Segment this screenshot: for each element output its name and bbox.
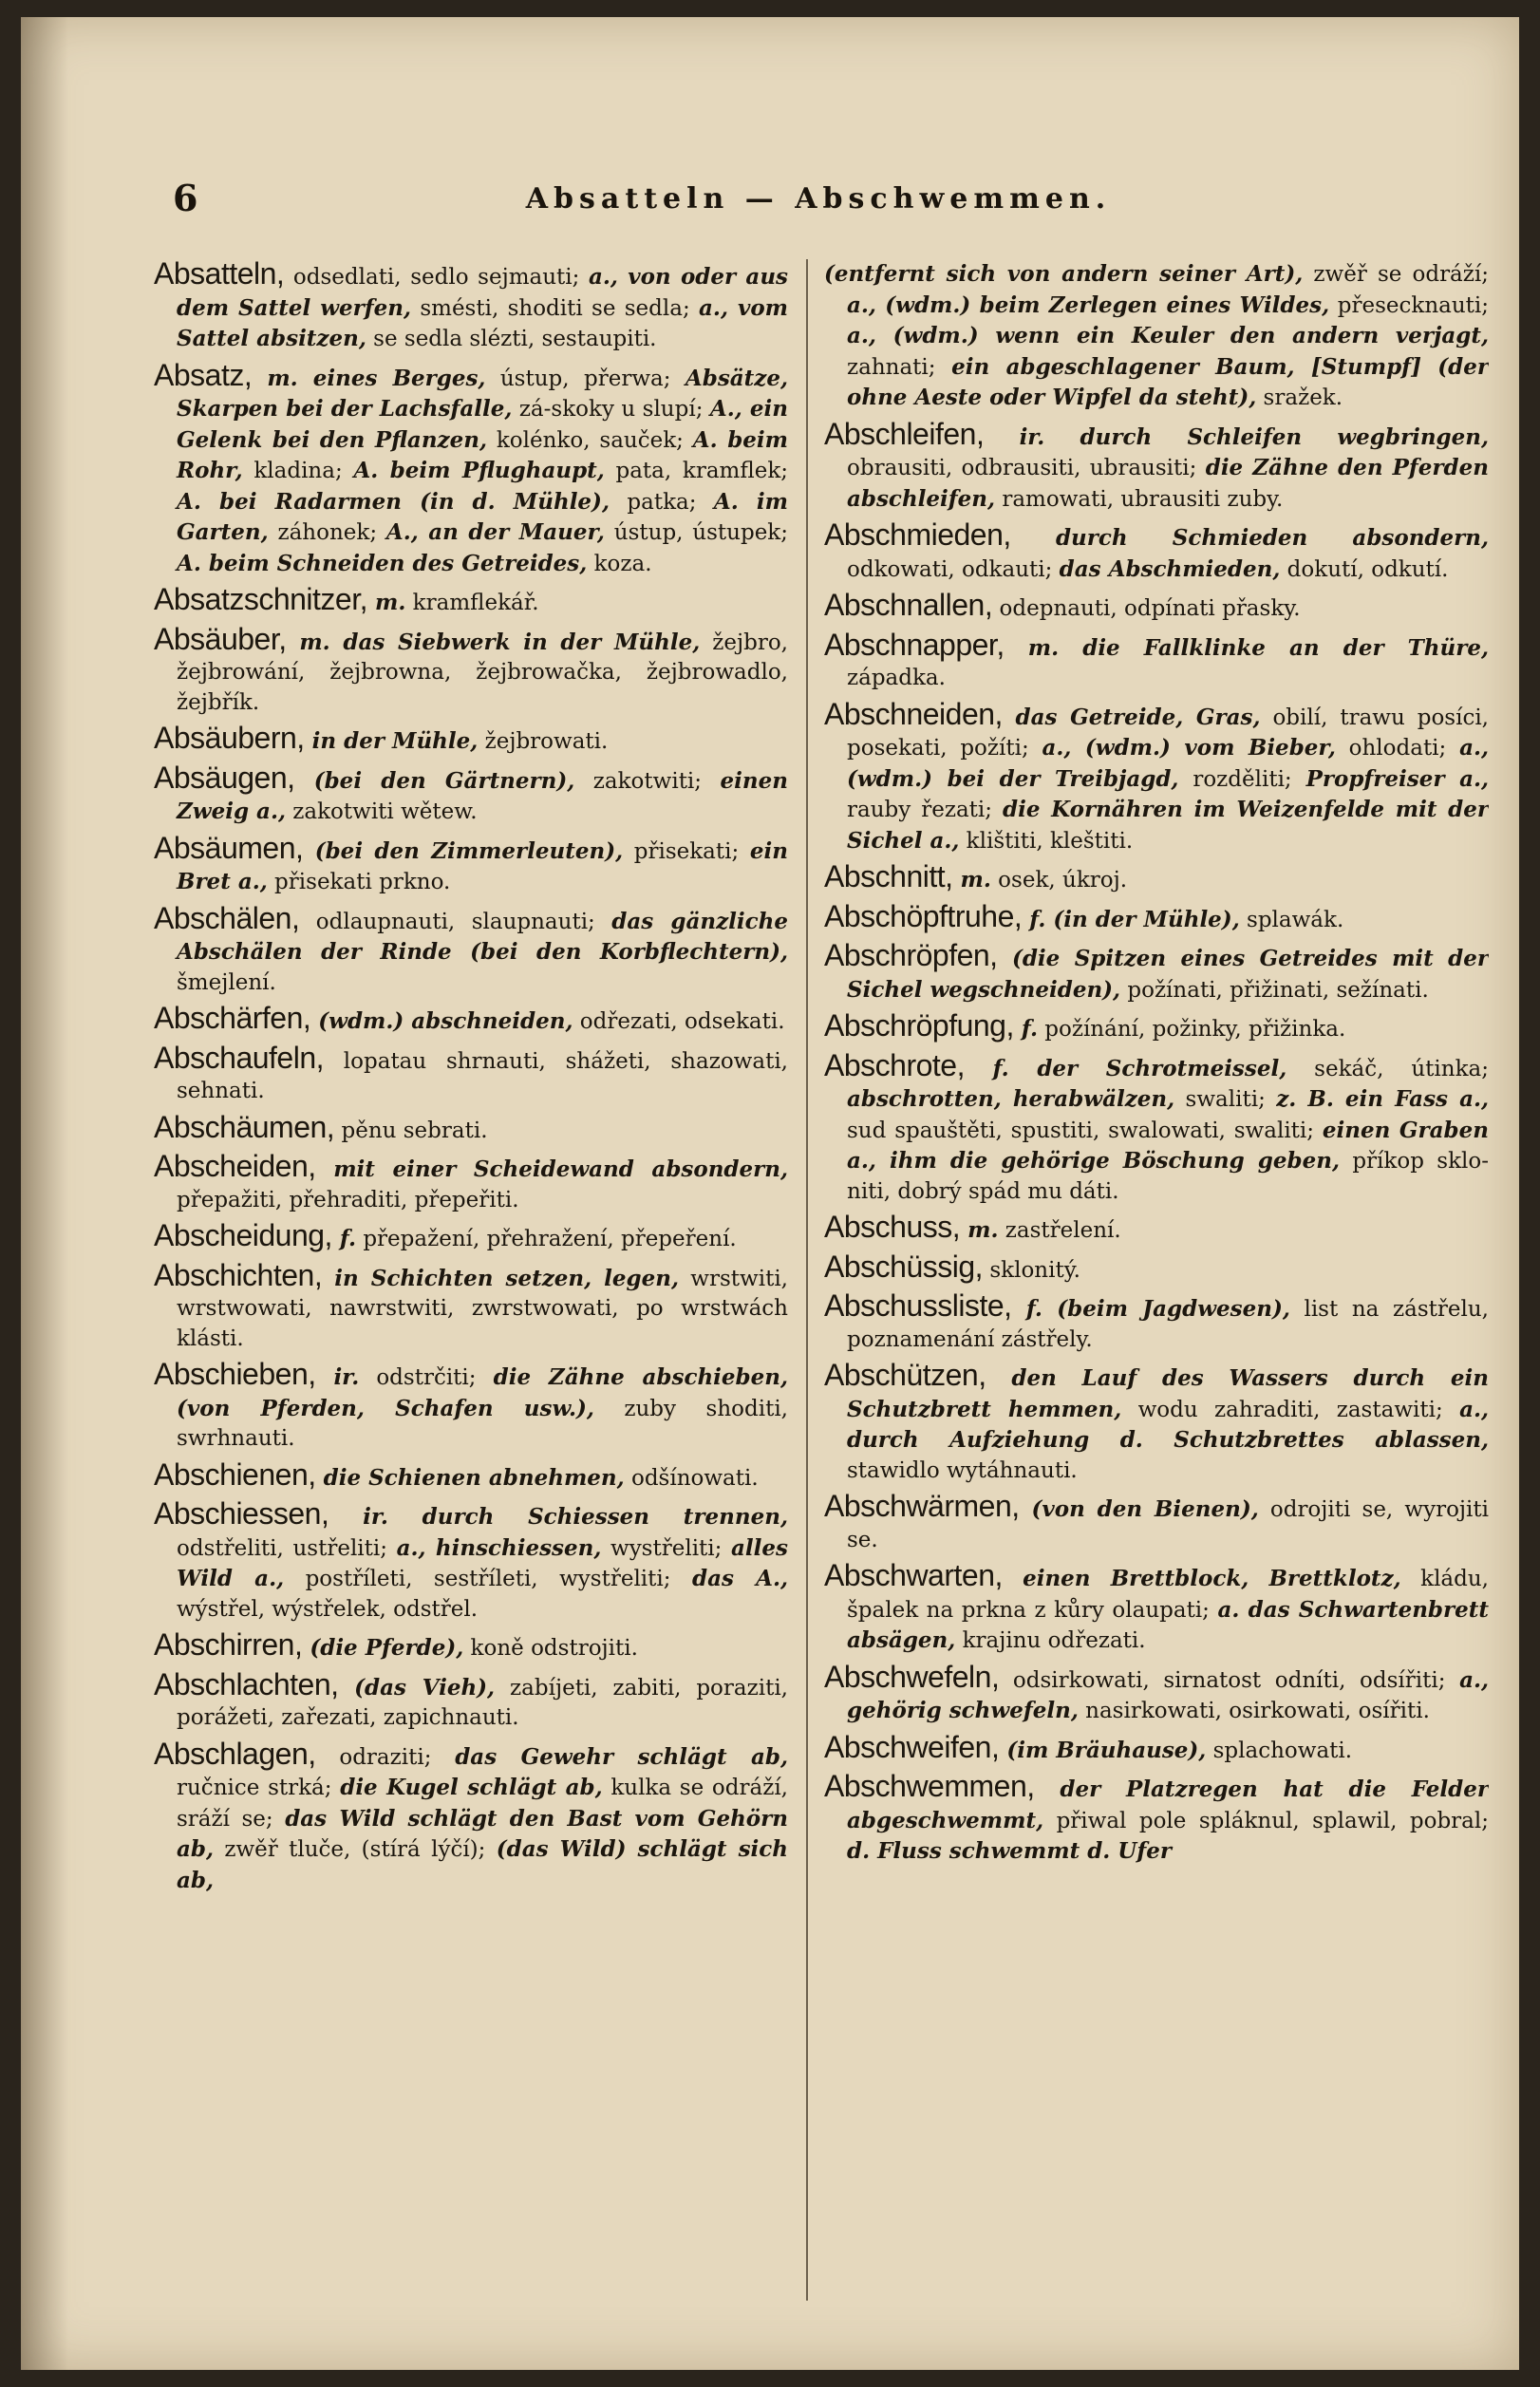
czech-translation: klištiti, kleštiti. [959,828,1134,854]
dictionary-entry [154,1736,788,1897]
german-phrase: m. [367,590,406,615]
entry-headword: Abschirren, [154,1627,303,1662]
entry-headword: Abschöpftruhe, [824,898,1023,933]
german-phrase: (die Spitzen eines Getreides mit der Sichel wegschneiden), [847,946,1489,1003]
czech-translation: obrausiti, odbrausiti, ubrausiti; [847,456,1206,480]
entry-headword: Abschwemmen, [824,1769,1035,1803]
czech-translation: smésti, shoditi se sedla; [411,295,700,321]
german-phrase: Absätze, Skarpen bei der Lachsfalle, [177,365,788,422]
german-phrase: die Schienen abnehmen, [315,1464,625,1491]
czech-translation: požínati, přižinati, sežínati. [1120,977,1429,1003]
german-phrase: f. (in der Mühle), [1022,906,1240,932]
czech-translation: ramowati, ubrausiti zuby. [995,486,1284,512]
page-binding-shadow [21,17,68,2370]
entry-headword: Abschwärmen, [824,1489,1020,1523]
czech-translation: pata, kramflek; [604,459,788,483]
czech-translation: zahnati; [847,354,952,380]
czech-translation: zá-skoky u slupí; [512,397,710,422]
german-phrase: die Zähne abschieben, (von Pferden, Schafen usw.), [177,1364,788,1421]
dictionary-entry [154,1149,788,1215]
entry-headword: Abschützen, [824,1358,986,1392]
german-phrase: der Platzregen hat die Felder abgeschwemmt, [847,1776,1489,1833]
entry-headword: Abschlagen, [154,1736,316,1771]
czech-translation: odraziti; [315,1744,456,1770]
czech-translation: ústup, přerwa; [485,366,685,391]
czech-translation: postříleti, sestříleti, wystřeliti; [284,1567,692,1591]
czech-translation: přepažiti, přehraditi, přepeřiti. [177,1187,519,1212]
dictionary-entry [154,721,788,758]
german-phrase: (das Vieh), [338,1674,496,1701]
entry-headword: Abschmieden, [824,517,1011,552]
entry-headword: Abschüssig, [824,1249,984,1284]
dictionary-entry [154,582,788,619]
czech-translation: ručnice strká; [177,1776,341,1800]
dictionary-entry [154,760,788,828]
czech-translation: kladina; [242,459,354,483]
german-phrase: f. [1013,1016,1038,1042]
dictionary-entry [154,357,788,580]
german-phrase: a., (wdm.) bei der Treibjagd, [847,735,1489,792]
dictionary-entry [154,621,788,719]
page-number: 6 [173,177,198,219]
dictionary-entry [154,1109,788,1147]
czech-translation: západka. [847,666,946,690]
entry-headword: Abschwarten, [824,1558,1003,1592]
german-phrase: a., (wdm.) vom Bieber, [1042,735,1336,761]
german-phrase: A. bei Radarmen (in d. Mühle), [177,488,610,515]
german-phrase: die Zähne den Pferden abschleifen, [847,455,1489,512]
czech-translation: záhonek; [268,520,386,545]
czech-translation: sklonitý. [983,1257,1080,1283]
czech-translation: odsirkowati, sirnatost odníti, odsířiti; [999,1667,1460,1693]
czech-translation: přisekati prkno. [267,870,451,894]
czech-translation: splawák. [1239,907,1344,932]
dictionary-entry [154,830,788,898]
entry-headword: Absatzschnitzer, [154,582,367,616]
german-phrase: (die Pferde), [302,1635,464,1661]
dictionary-entry [824,1358,1489,1486]
entry-headword: Abscheidung, [154,1218,332,1252]
german-phrase: durch Schmieden absondern, [1010,525,1489,551]
german-phrase: A., an der Mauer, [385,519,605,545]
czech-translation: požínání, požinky, přižinka. [1037,1017,1346,1042]
german-phrase: die Kornähren im Weizenfelde mit der Sichel a., [847,797,1489,854]
entry-headword: Abschiessen, [154,1496,329,1531]
dictionary-entry [824,859,1489,896]
entry-headword: Abschäumen, [154,1109,335,1144]
german-phrase: das Gewehr schlägt ab, [455,1743,788,1770]
german-phrase: das A., [692,1566,788,1591]
entry-headword: Abschälen, [154,900,300,935]
dictionary-entry [824,1769,1489,1868]
entry-headword: Abschärfen, [154,1001,311,1035]
german-phrase: abschrotten, herabwälzen, [847,1086,1175,1112]
dictionary-entry [824,1288,1489,1355]
czech-translation: krajinu odřezati. [955,1628,1146,1653]
german-phrase: A., ein Gelenk bei den Pflanzen, [177,396,788,453]
czech-translation: kládu, špalek na prkna z kůry olaupati; [847,1567,1489,1623]
dictionary-entry [824,1558,1489,1657]
czech-translation: odlaupnauti, slaupnauti; [299,909,612,934]
german-phrase: in Schichten setzen, legen, [322,1265,679,1291]
czech-translation: přesecknauti; [1329,292,1489,318]
german-phrase: z. B. ein Fass a., [1276,1086,1489,1112]
czech-translation: zakotwiti; [574,768,721,794]
german-phrase: (bei den Zimmerleuten), [303,837,624,864]
czech-translation: odřezati, odsekati. [573,1009,785,1034]
german-phrase: (im Bräuhause), [999,1737,1207,1763]
czech-translation: ústup, ústupek; [604,520,788,545]
german-phrase: d. Fluss schwemmt d. Ufer [847,1838,1173,1864]
dictionary-entry [154,900,788,999]
czech-translation: osek, úkroj. [990,868,1128,893]
dictionary-entry [824,627,1489,694]
czech-translation: wystřeliti; [601,1535,732,1561]
czech-translation: žejbro, žejbrowání, žejbrowna, žejbrowačka, žejbrowadlo, žejbřík. [177,630,788,715]
czech-translation: sekáč, útinka; [1286,1056,1489,1081]
dictionary-entry [154,1496,788,1625]
czech-translation: žejbrowati. [478,729,609,754]
czech-translation: odstrčiti; [359,1365,494,1390]
czech-translation: koně odstrojiti. [463,1636,638,1661]
german-phrase: (von den Bienen), [1019,1496,1259,1522]
dictionary-entry [824,696,1489,857]
german-phrase: ein Bret a., [177,837,788,894]
czech-translation: pěnu sebrati. [334,1118,488,1143]
dictionary-entry [154,1040,788,1107]
dictionary-entry [824,1729,1489,1767]
entry-headword: Abschrote, [824,1047,965,1082]
entry-headword: Absatz, [154,357,253,392]
german-phrase: f. [331,1226,357,1251]
german-phrase: alles Wild a., [177,1534,788,1591]
page-header [173,177,1464,230]
czech-translation: příkop sklo-niti, dobrý spád mu dáti. [847,1149,1489,1204]
czech-translation: přiwal pole spláknul, splawil, pobral; [1043,1808,1489,1833]
czech-translation: patka; [609,489,714,515]
entry-headword: Absäuber, [154,621,287,656]
czech-translation: splachowati. [1206,1738,1353,1763]
czech-translation: swaliti; [1174,1087,1277,1112]
german-phrase: (wdm.) abschneiden, [310,1008,573,1034]
dictionary-entry [824,517,1489,585]
czech-translation: odepnauti, odpínati přasky. [992,596,1301,621]
czech-translation: lopatau shrnauti, shážeti, shazowati, sehnati. [177,1048,788,1103]
dictionary-entry [824,1008,1489,1045]
entry-headword: Absatteln, [154,259,285,291]
czech-translation: přepažení, přehražení, přepeření. [356,1227,737,1251]
german-phrase: A. beim Rohr, [177,426,788,483]
german-phrase: ir. [315,1364,360,1390]
entry-headword: Abschienen, [154,1457,316,1492]
entry-headword: Abschlachten, [154,1666,339,1701]
entry-headword: Absäubern, [154,721,305,755]
right-column [824,259,1489,2329]
czech-translation: kramflekář. [405,591,539,615]
dictionary-entry [824,1659,1489,1727]
czech-translation: obilí, trawu posíci, posekati, požíti; [847,705,1489,761]
dictionary-entry [154,1457,788,1494]
czech-translation: odšínowati. [624,1465,759,1491]
czech-translation: rauby řezati; [847,798,1003,822]
german-phrase: in der Mühle, [304,728,479,754]
czech-translation: koza. [587,551,652,576]
czech-translation: wodu zahraditi, zastawiti; [1121,1397,1460,1422]
dictionary-entry [824,938,1489,1006]
book-page [21,17,1519,2370]
czech-translation: kulka se odráží, sráží se; [177,1776,788,1832]
german-phrase: f. (beim Jagdwesen), [1011,1296,1290,1322]
entry-headword: Abschleifen, [824,416,985,451]
dictionary-entry [824,1489,1489,1555]
german-phrase: A. im Garten, [177,488,788,545]
czech-translation: šmejlení. [177,969,276,995]
dictionary-entry [824,588,1489,625]
german-phrase: a., vom Sattel absitzen, [177,294,788,351]
german-phrase: a. das Schwartenbrett absägen, [847,1596,1489,1653]
german-phrase: a., von oder aus dem Sattel werfen, [177,264,788,321]
czech-translation: zwěř tluče, (stírá lýčí); [214,1837,497,1862]
czech-translation: sražek. [1256,385,1343,410]
czech-translation: rozděliti; [1178,766,1306,792]
german-phrase: A. beim Schneiden des Getreides, [177,550,588,576]
german-phrase: (entfernt sich von andern seiner Art), [824,261,1304,287]
entry-headword: Abschnitt, [824,859,953,893]
czech-translation: kolénko, sauček; [486,427,693,453]
german-phrase: f. der Schrotmeissel, [964,1055,1287,1081]
german-phrase: einen Zweig a., [177,767,788,824]
german-phrase: das Abschmieden, [1059,555,1281,582]
german-phrase: das Getreide, Gras, [1002,704,1261,730]
czech-translation: wýstřel, wýstřelek, odstřel. [177,1596,479,1622]
dictionary-entry [824,1047,1489,1208]
german-phrase: mit einer Scheidewand absondern, [315,1156,788,1182]
german-phrase: m. [952,867,991,893]
czech-translation: ohlodati; [1335,736,1460,761]
german-phrase: das Wild schlägt den Bast vom Gehörn ab, [177,1805,788,1862]
entry-headword: Absäumen, [154,830,304,865]
entry-headword: Abschussliste, [824,1288,1012,1323]
czech-translation: list na zástřelu, poznamenání zástřely. [847,1297,1489,1352]
german-phrase: m. das Siebwerk in der Mühle, [286,629,701,655]
entry-headword: Abschröpfung, [824,1008,1014,1043]
czech-translation: odstřeliti, ustřeliti; [177,1535,397,1561]
german-phrase: a., durch Aufziehung d. Schutzbrettes ablassen, [847,1396,1489,1453]
dictionary-entry [824,898,1489,936]
german-phrase: m. die Fallklinke an der Thüre, [1004,634,1489,661]
czech-translation: sud spauštěti, spustiti, swalowati, swaliti; [847,1118,1323,1143]
dictionary-entry [154,1627,788,1664]
entry-headword: Abschröpfen, [824,938,998,972]
czech-translation: zuby shoditi, swrhnauti. [177,1396,788,1451]
german-phrase: ir. durch Schleifen wegbringen, [984,423,1489,450]
czech-translation: zastřelení. [998,1218,1121,1243]
dictionary-entry [824,1212,1489,1247]
entry-headword: Abschweifen, [824,1729,1000,1764]
entry-headword: Abschichten, [154,1257,323,1292]
czech-translation: zabíjeti, zabiti, poraziti, porážeti, zařezati, zapichnauti. [177,1675,788,1730]
czech-translation: dokutí, odkutí. [1280,556,1449,582]
german-phrase: ir. durch Schiessen trennen, [329,1504,788,1530]
dictionary-entry [154,1001,788,1038]
german-phrase: das gänzliche Abschälen der Rinde (bei den Korbflechtern), [177,908,788,965]
german-phrase: einen Graben a., ihm die gehörige Böschung geben, [847,1117,1489,1174]
dictionary-entry [824,1249,1489,1287]
czech-translation: stawidlo wytáhnauti. [847,1457,1078,1483]
entry-headword: Abschieben, [154,1357,316,1391]
german-phrase: Propfreiser a., [1305,765,1489,792]
entry-headword: Abschaufeln, [154,1040,325,1075]
czech-translation: se sedla slézti, sestaupiti. [366,327,657,351]
german-phrase: a., (wdm.) beim Zerlegen eines Wildes, [847,291,1330,318]
entry-headword: Abschuss, [824,1210,961,1244]
column-divider [806,259,808,2301]
german-phrase: den Lauf des Wassers durch ein Schutzbrett hemmen, [847,1365,1489,1422]
entry-headword: Absäugen, [154,760,295,795]
german-phrase: (das Wild) schlägt sich ab, [177,1836,788,1893]
czech-translation: wrstwiti, wrstwowati, nawrstwiti, zwrstwowati, po wrstwách klásti. [177,1266,788,1351]
german-phrase: A. beim Pflughaupt, [353,458,605,483]
dictionary-entry [154,1218,788,1255]
german-phrase: die Kugel schlägt ab, [340,1775,603,1800]
german-phrase: einen Brettblock, Brettklotz, [1002,1566,1401,1591]
dictionary-entry [824,416,1489,516]
german-phrase: m. [960,1217,999,1243]
german-phrase: (bei den Gärtnern), [294,767,575,794]
czech-translation: zakotwiti wětew. [285,799,478,824]
german-phrase: a., hinschiessen, [396,1534,602,1561]
entry-headword: Abschneiden, [824,696,1003,731]
dictionary-entry [154,1257,788,1355]
german-phrase: a., (wdm.) wenn ein Keuler den andern verjagt, [847,323,1489,348]
dictionary-entry [824,259,1489,414]
left-column [154,259,788,2329]
czech-translation: přisekati; [623,838,750,864]
dictionary-entry [154,1357,788,1455]
czech-translation: nasirkowati, osirkowati, osířiti. [1078,1699,1430,1723]
entry-headword: Abschnallen, [824,588,993,622]
entry-headword: Abschwefeln, [824,1659,1000,1694]
czech-translation: odkowati, odkauti; [847,556,1060,582]
german-phrase: ein abgeschlagener Baum, [Stumpf] (der ohne Aeste oder Wipfel da steht), [847,353,1489,410]
czech-translation: odrojiti se, wyrojiti se. [847,1497,1489,1552]
german-phrase: a., gehörig schwefeln, [847,1666,1489,1723]
dictionary-entry [154,1666,788,1734]
entry-headword: Abscheiden, [154,1149,316,1183]
german-phrase: m. eines Berges, [252,365,486,391]
czech-translation: odsedlati, sedlo sejmauti; [284,265,589,290]
entry-headword: Abschnapper, [824,627,1005,662]
czech-translation: zwěř se odráží; [1303,262,1489,287]
running-head: Absatteln — Abschwemmen. [525,182,1112,216]
dictionary-entry [154,259,788,355]
